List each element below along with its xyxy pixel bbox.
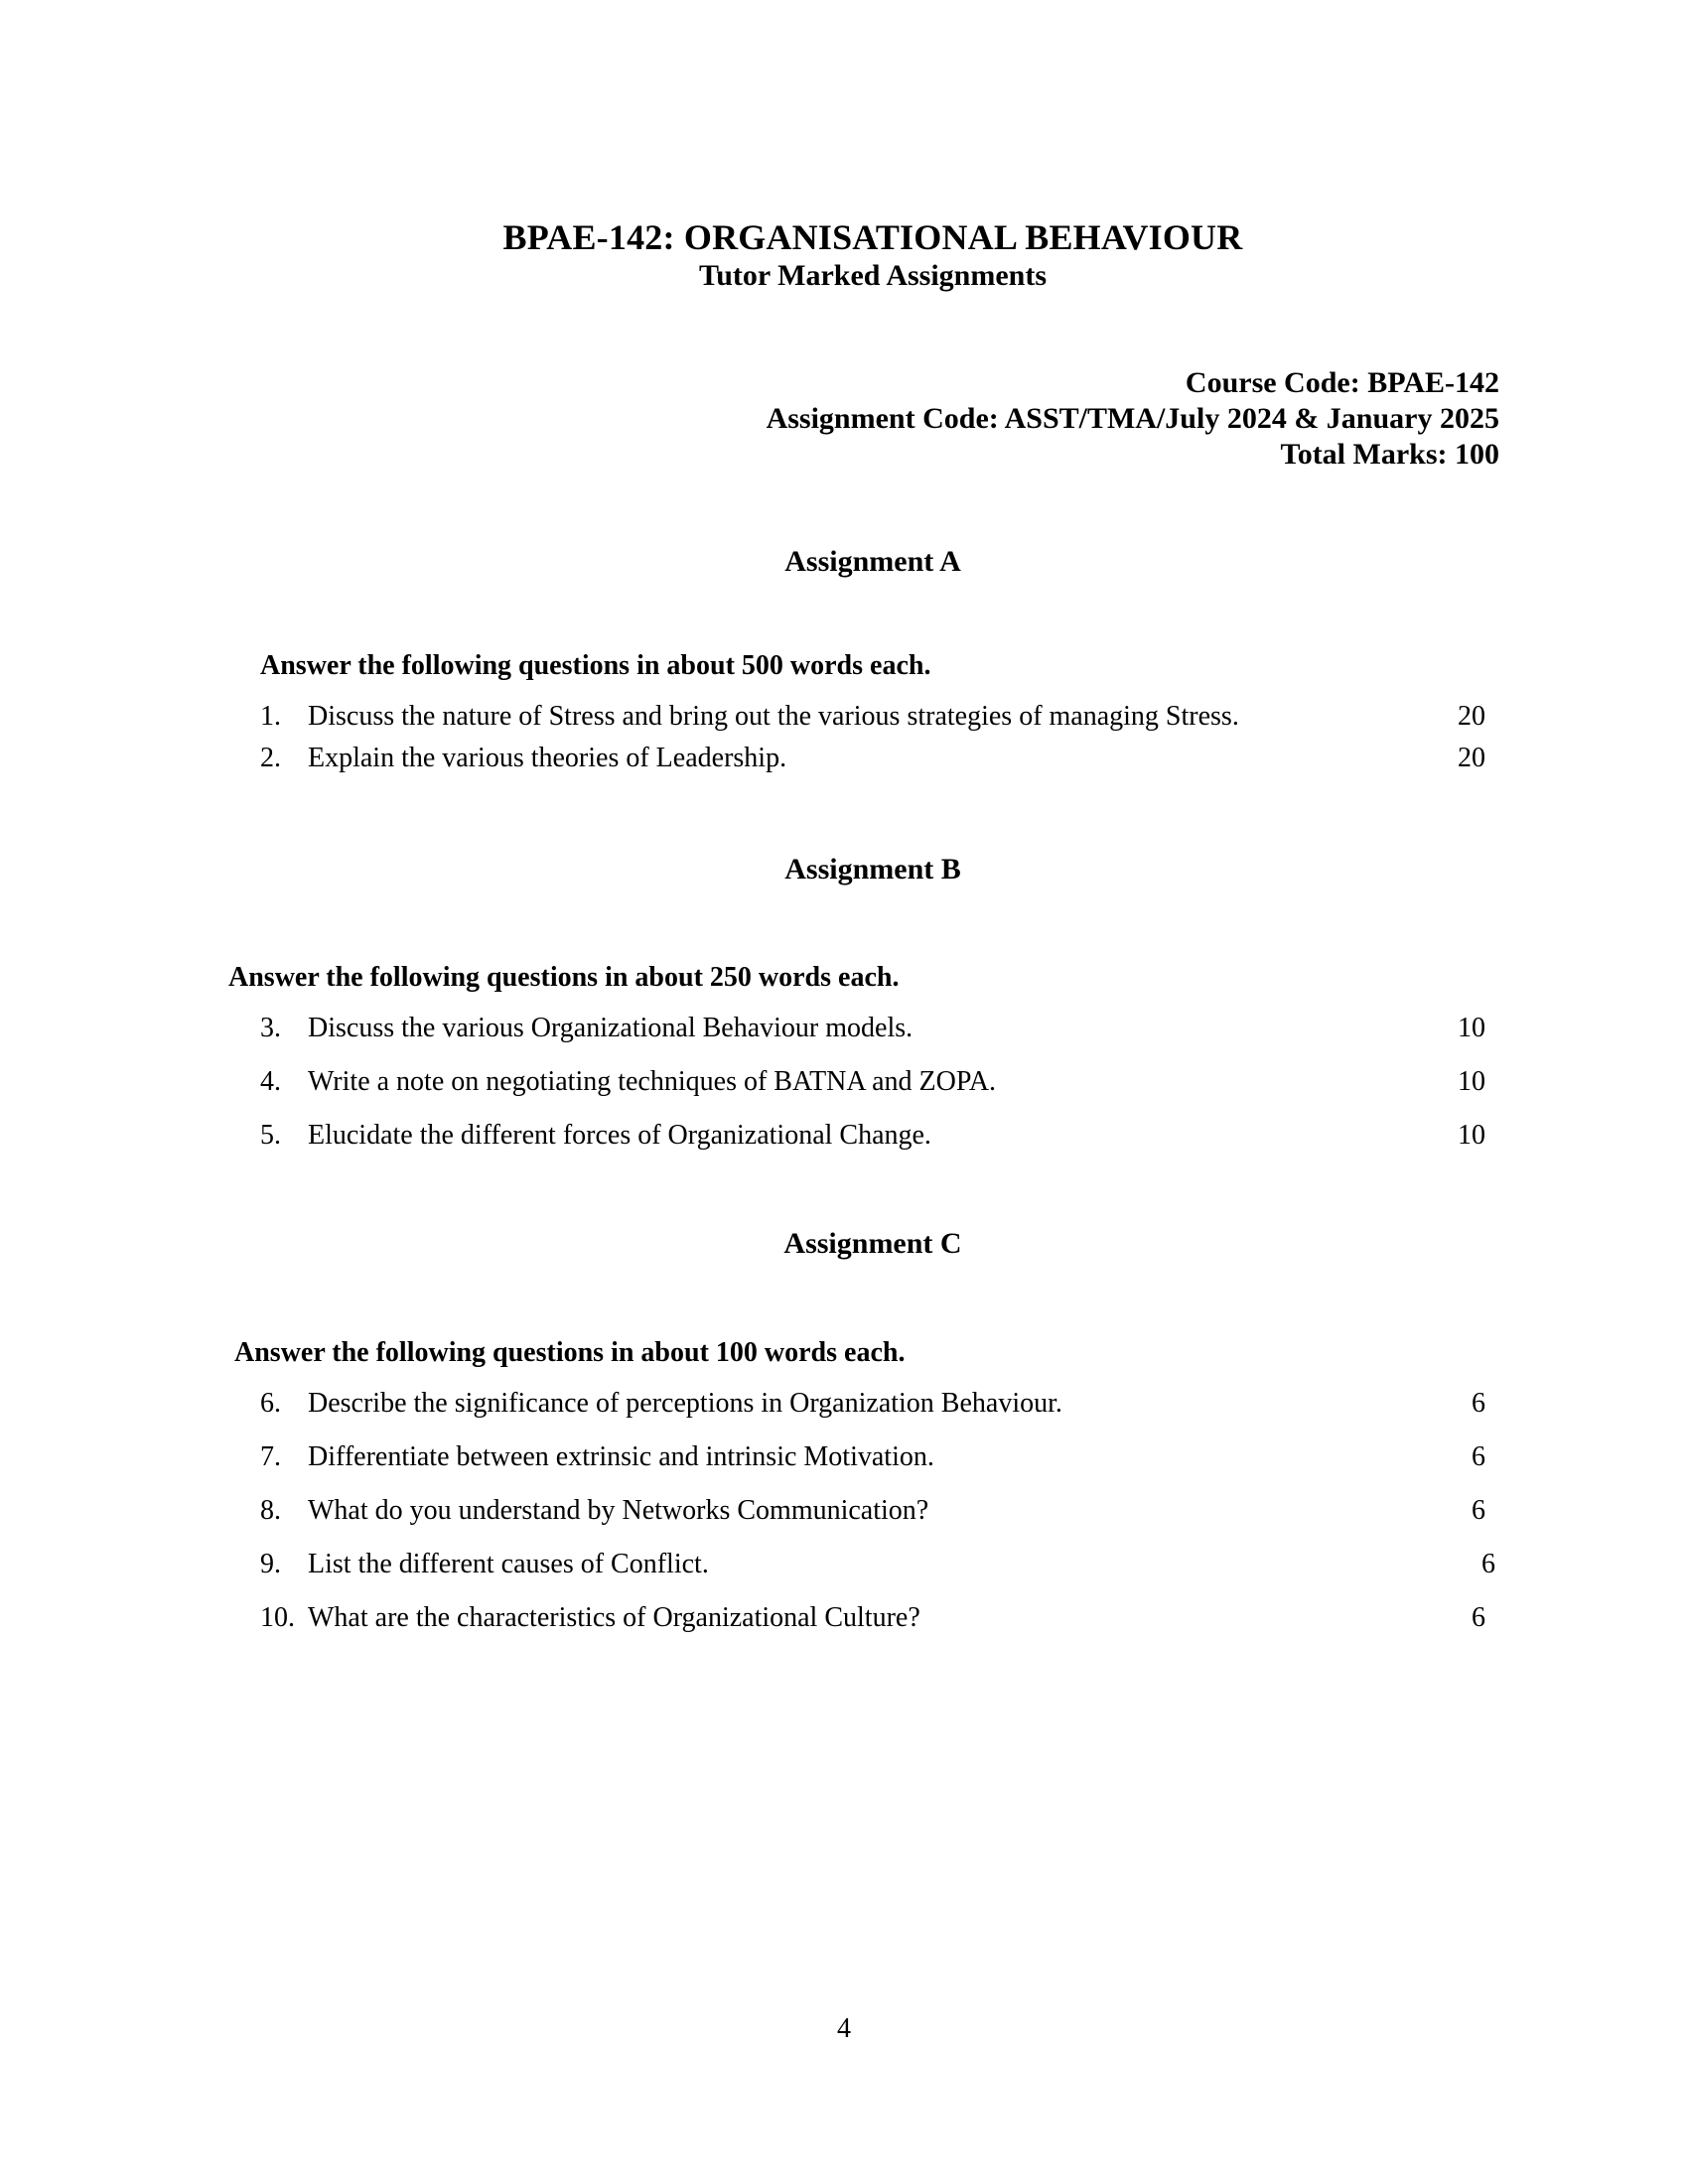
question-text: Describe the significance of perceptions in Organization Behaviour. bbox=[308, 1388, 1062, 1419]
question-text: Discuss the various Organizational Behaviour models. bbox=[308, 1013, 914, 1043]
question-text: What are the characteristics of Organizational Culture? bbox=[308, 1602, 920, 1633]
section-assignment-b bbox=[0, 852, 1688, 1168]
question-number: 1. bbox=[260, 701, 281, 732]
question-row bbox=[0, 1383, 1688, 1425]
question-marks: 6 bbox=[1481, 1549, 1495, 1579]
question-number: 4. bbox=[260, 1066, 281, 1097]
question-row bbox=[0, 696, 1688, 738]
section-heading: Assignment A bbox=[784, 545, 961, 578]
assignment-code: Assignment Code: ASST/TMA/July 2024 & January 2025 bbox=[766, 402, 1499, 435]
section-heading: Assignment B bbox=[784, 853, 961, 886]
question-row bbox=[0, 1436, 1688, 1478]
section-assignment-a bbox=[0, 544, 1688, 779]
question-number: 6. bbox=[260, 1388, 281, 1419]
question-row bbox=[0, 738, 1688, 779]
question-row bbox=[0, 1008, 1688, 1049]
question-number: 3. bbox=[260, 1013, 281, 1043]
assignment-meta bbox=[767, 365, 1499, 473]
question-row bbox=[0, 1597, 1688, 1639]
question-marks: 10 bbox=[1458, 1013, 1485, 1043]
question-row bbox=[0, 1544, 1688, 1585]
section-instruction: Answer the following questions in about 100 words each. bbox=[234, 1337, 906, 1368]
section-assignment-c bbox=[0, 1226, 1688, 1651]
page-subtitle: Tutor Marked Assignments bbox=[698, 259, 1048, 292]
question-marks: 6 bbox=[1472, 1441, 1485, 1472]
course-code: Course Code: BPAE-142 bbox=[1185, 366, 1499, 399]
page-number: 4 bbox=[837, 2013, 851, 2044]
question-marks: 10 bbox=[1458, 1066, 1485, 1097]
question-number: 8. bbox=[260, 1495, 281, 1526]
total-marks: Total Marks: 100 bbox=[1280, 438, 1499, 471]
question-text: Differentiate between extrinsic and intrinsic Motivation. bbox=[308, 1441, 934, 1472]
question-text: Discuss the nature of Stress and bring out the various strategies of managing Stress. bbox=[308, 701, 1239, 732]
document-header bbox=[260, 217, 1485, 295]
question-number: 9. bbox=[260, 1549, 281, 1579]
question-row bbox=[0, 1115, 1688, 1157]
question-marks: 20 bbox=[1458, 701, 1485, 732]
section-heading: Assignment C bbox=[783, 1227, 962, 1260]
page-title: BPAE-142: ORGANISATIONAL BEHAVIOUR bbox=[502, 217, 1243, 257]
question-marks: 6 bbox=[1472, 1495, 1485, 1526]
question-marks: 10 bbox=[1458, 1120, 1485, 1151]
question-number: 5. bbox=[260, 1120, 281, 1151]
question-marks: 20 bbox=[1458, 743, 1485, 773]
question-text: Elucidate the different forces of Organizational Change. bbox=[308, 1120, 931, 1151]
question-text: What do you understand by Networks Communication? bbox=[308, 1495, 929, 1526]
section-instruction: Answer the following questions in about 500 words each. bbox=[260, 650, 931, 681]
question-list bbox=[0, 1008, 1688, 1157]
question-marks: 6 bbox=[1472, 1388, 1485, 1419]
question-text: List the different causes of Conflict. bbox=[308, 1549, 709, 1579]
question-number: 2. bbox=[260, 743, 281, 773]
question-number: 10. bbox=[260, 1602, 295, 1633]
question-row bbox=[0, 1490, 1688, 1532]
question-row bbox=[0, 1061, 1688, 1103]
question-text: Write a note on negotiating techniques of BATNA and ZOPA. bbox=[308, 1066, 997, 1097]
question-list bbox=[0, 1383, 1688, 1639]
question-text: Explain the various theories of Leadership. bbox=[308, 743, 787, 773]
question-list bbox=[0, 696, 1688, 779]
section-instruction: Answer the following questions in about 250 words each. bbox=[228, 962, 900, 993]
question-number: 7. bbox=[260, 1441, 281, 1472]
question-marks: 6 bbox=[1472, 1602, 1485, 1633]
